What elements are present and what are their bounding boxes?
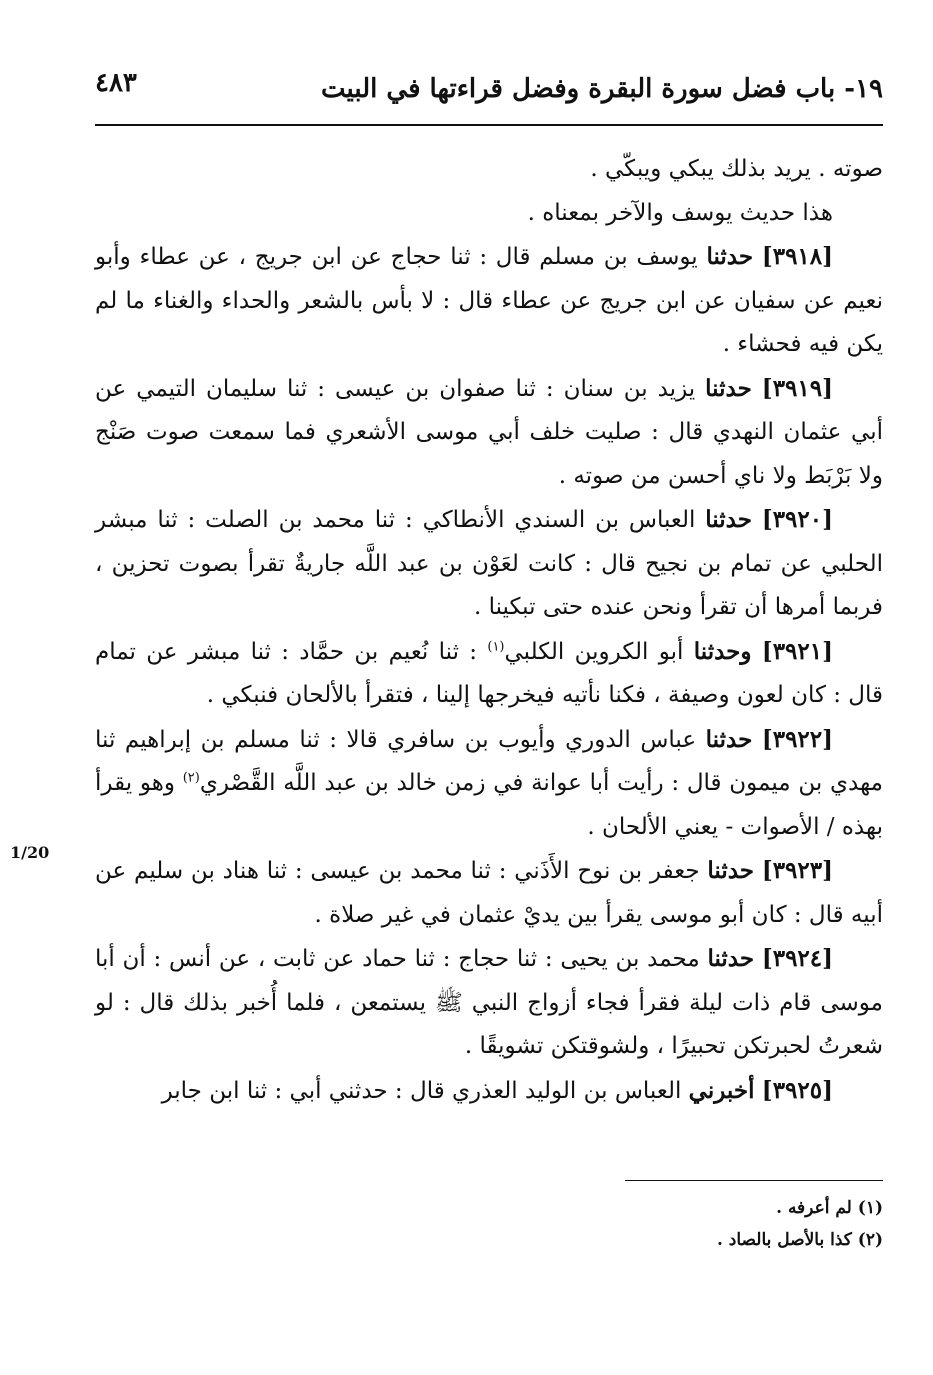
- narration-verb: حدثنا: [707, 857, 755, 884]
- hadith-3923: [95, 849, 883, 937]
- margin-folio-note: 1/20: [10, 843, 50, 862]
- hadith-number: [٣٩٢١]: [761, 637, 834, 665]
- footnote: (٢) كذا بالأصل بالصاد .: [716, 1230, 883, 1250]
- hadith-text: العباس بن الوليد العذري قال : حدثني أبي : ثنا ابن جابر: [161, 1077, 682, 1104]
- hadith-number: [٣٩١٨]: [761, 243, 834, 270]
- hadith-number: [٣٩٢٢]: [761, 725, 834, 753]
- hadith-text: محمد بن يحيى : ثنا حجاج : ثنا حماد عن ثابت ، عن أنس : أن أبا موسى قام ذات ليلة فقرأ فجاء أزواج النبي ﷺ يستمعن ، فلما أُخبر بذلك قال : لو شعرتُ لحبرتكن تحبيرًا ، ولشوقتكن تشويقًا .: [95, 946, 883, 1059]
- narration-verb: حدثنا: [705, 506, 752, 533]
- footnote-ref[interactable]: (٢): [182, 770, 200, 786]
- page-body: [95, 148, 883, 1113]
- narration-verb: حدثنا: [705, 725, 753, 753]
- text-paragraph: [95, 148, 883, 192]
- hadith-text: العباس بن السندي الأنطاكي : ثنا محمد بن الصلت : ثنا مبشر الحلبي عن تمام بن نجيح قال : كانت لعَوْن بن عبد اللَّه جاريةٌ تقرأ بصوت تحزين ، فربما أمرها أن تقرأ ونحن عنده حتى تبكينا .: [95, 507, 883, 620]
- chapter-title: ١٩- باب فضل سورة البقرة وفضل قراءتها في البيت: [320, 74, 883, 104]
- footnote: (١) لم أعرفه .: [776, 1198, 883, 1218]
- hadith-number: [٣٩١٩]: [761, 374, 833, 402]
- hadith-3925: [95, 1069, 883, 1114]
- narration-verb: حدثنا: [707, 945, 755, 972]
- hadith-3918: [95, 235, 883, 367]
- narration-verb: وحدثنا: [693, 637, 752, 665]
- narration-verb: حدثنا: [705, 374, 752, 402]
- footnotes: [95, 1192, 883, 1256]
- paragraph-text: هذا حديث يوسف والآخر بمعناه .: [527, 199, 833, 226]
- hadith-3921: [95, 630, 883, 718]
- narration-verb: حدثنا: [706, 243, 754, 270]
- hadith-text: : ثنا نُعيم بن حمَّاد : ثنا مبشر عن تمام قال : كان لعون وصيفة ، فكنا نأتيه فيخرجها إلينا ، فتقرأ بالألحان فنبكي .: [95, 638, 883, 708]
- hadith-text: وهو يقرأ بهذه / الأصوات - يعني الألحان .: [95, 770, 883, 840]
- hadith-3924: [95, 937, 883, 1069]
- hadith-text: أبو الكروين الكلبي: [504, 638, 684, 665]
- hadith-3919: [95, 367, 883, 499]
- header-divider: [95, 124, 883, 126]
- hadith-number: [٣٩٢٣]: [761, 857, 834, 884]
- page-header: [95, 66, 883, 116]
- hadith-text: يوسف بن مسلم قال : ثنا حجاج عن ابن جريج ، عن عطاء وأبو نعيم عن سفيان عن ابن جريج عن عطاء قال : لا بأس بالشعر والحداء والغناء ما لم يكن فيه فحشاء .: [95, 244, 883, 357]
- hadith-number: [٣٩٢٤]: [761, 945, 834, 972]
- hadith-text: عباس الدوري وأيوب بن سافري قالا : ثنا مسلم بن إبراهيم ثنا مهدي بن ميمون قال : رأيت أبا عوانة في زمن خالد بن عبد اللَّه القَّصْري: [95, 726, 883, 796]
- paragraph-text: صوته . يريد بذلك يبكي ويبكّي .: [590, 156, 883, 182]
- hadith-text: جعفر بن نوح الأَذَني : ثنا محمد بن عيسى : ثنا هناد بن سليم عن أبيه قال : كان أبو موسى يقرأ بين يديْ عثمان في غير صلاة .: [95, 858, 883, 928]
- hadith-number: [٣٩٢٠]: [761, 506, 834, 533]
- hadith-3922: [95, 718, 883, 850]
- footnote-divider: [625, 1180, 883, 1181]
- hadith-number: [٣٩٢٥]: [761, 1076, 833, 1104]
- page-number: ٤٨٣: [95, 68, 137, 98]
- footnote-ref[interactable]: (١): [487, 638, 505, 654]
- hadith-3920: [95, 498, 883, 630]
- hadith-text: يزيد بن سنان : ثنا صفوان بن عيسى : ثنا سليمان التيمي عن أبي عثمان النهدي قال : صليت خلف أبي موسى الأشعري فما سمعت صوت صَنْج ولا بَرْبَط ولا ناي أحسن من صوته .: [95, 375, 883, 489]
- text-paragraph: [95, 192, 883, 236]
- narration-verb: أخبرني: [688, 1076, 755, 1104]
